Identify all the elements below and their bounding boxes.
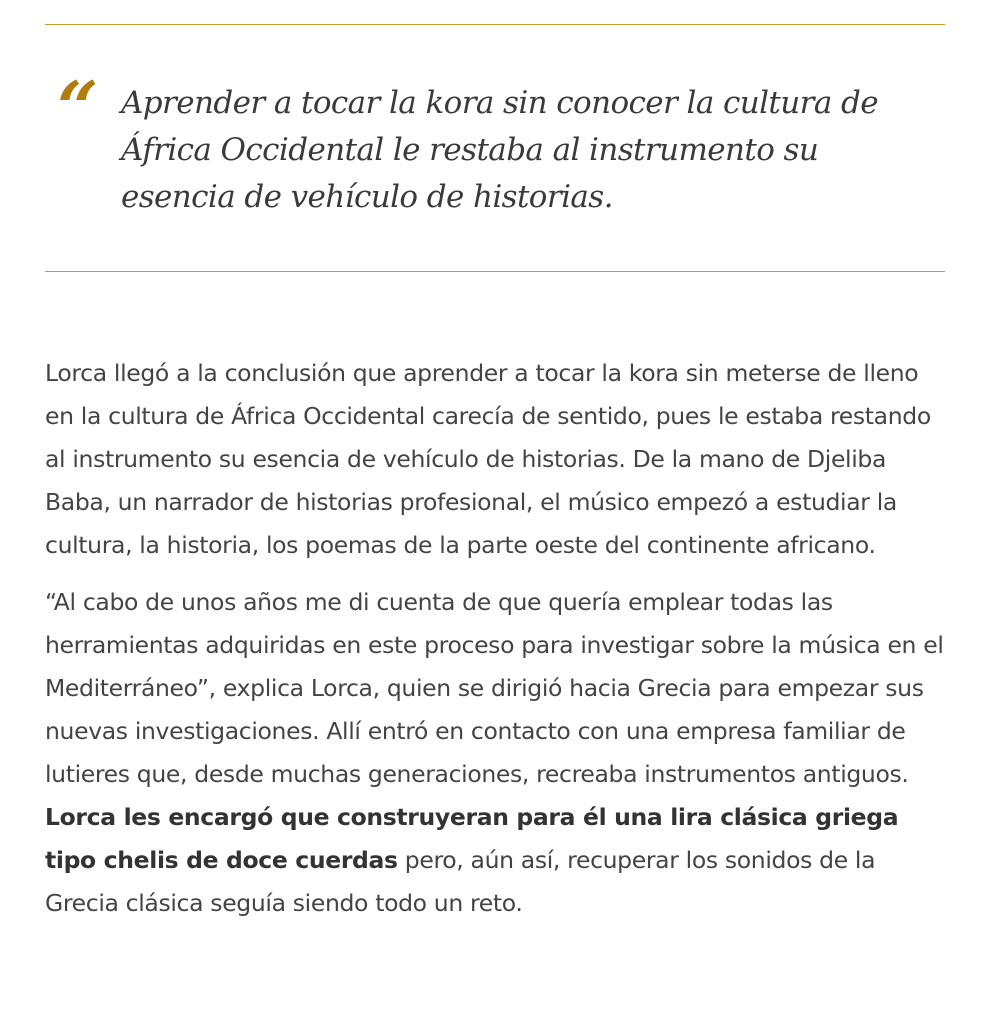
quote-mark-icon: “ <box>57 65 99 150</box>
paragraph-2 <box>45 581 945 925</box>
pullquote-top-rule <box>45 24 945 25</box>
pullquote-text: Aprender a tocar la kora sin conocer la cultura de África Occidental le restaba al instrumento su esencia de vehículo de historias. <box>121 85 878 215</box>
paragraph-2-text-end: pero, aún así, recuperar los sonidos de la Grecia clásica seguía siendo todo un reto. <box>45 846 876 917</box>
paragraph-2-text-start: “Al cabo de unos años me di cuenta de que quería emplear todas las herramientas adquiridas en este proceso para investigar sobre la música en el Mediterráneo”, explica Lorca, quien se dirigió hacia Grecia para empezar sus nuevas investigaciones. Allí entró en contacto con una empresa familiar de lutieres que, desde muchas generaciones, recreaba instrumentos antiguos. <box>45 588 944 788</box>
paragraph-1: Lorca llegó a la conclusión que aprender a tocar la kora sin meterse de lleno en la cultura de África Occidental carecía de sentido, pues le estaba restando al instrumento su esencia de vehículo de historias. De la mano de Djeliba Baba, un narrador de historias profesional, el músico empezó a estudiar la cultura, la historia, los poemas de la parte oeste del continente africano. <box>45 359 931 559</box>
pullquote-bottom-rule <box>45 271 945 272</box>
paragraph-2-bold-text: Lorca les encargó que construyeran para él una lira clásica griega tipo chelis de doce cuerdas <box>45 803 899 874</box>
article-body <box>45 352 945 939</box>
